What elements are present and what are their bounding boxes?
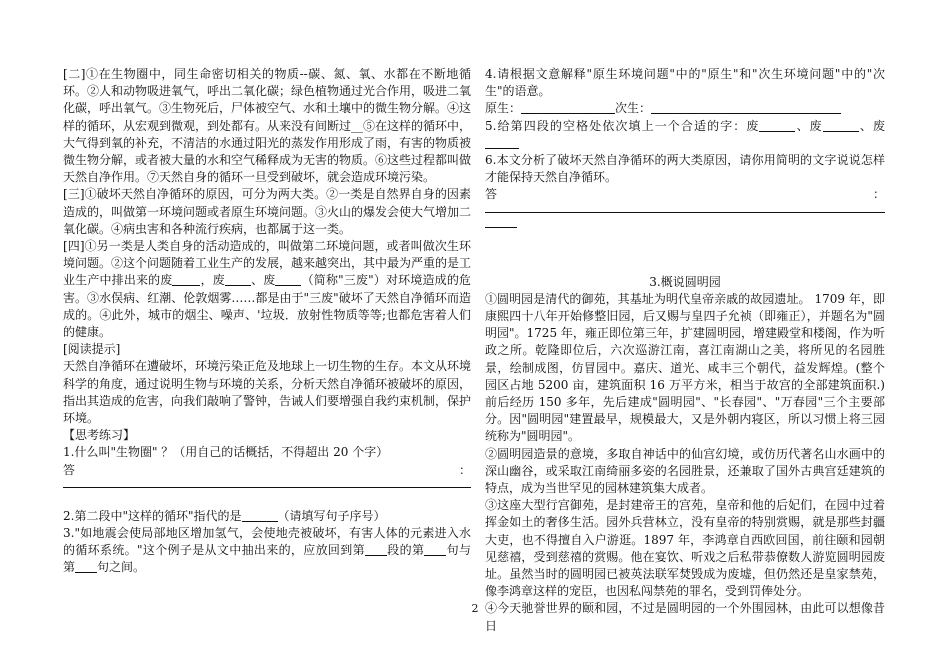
- page-number: 2: [471, 602, 479, 615]
- right-column: [485, 66, 885, 635]
- question-4-answers: [485, 100, 885, 117]
- question-2: [63, 508, 471, 525]
- question-2-blank[interactable]: [242, 508, 278, 522]
- question-1: 1.什么叫"生物圈" ？（用自己的话概括，不得超出 20 个字）: [63, 445, 389, 460]
- article-paragraph-2: ②圆明园造景的意境，多取自神话中的仙宫幻境，或仿历代著名山水画中的深山幽谷，或采取江南绮丽多姿的名园胜景，还兼取了国外古典宫廷建筑的特点，成为当世罕见的园林建筑集大成者。: [485, 446, 885, 496]
- article-paragraph-4: ④今天驰誉世界的颐和园，不过是圆明园的一个外围园林，由此可以想像昔日: [485, 601, 885, 633]
- fill-blank-3[interactable]: [275, 272, 301, 286]
- question-3-text-c: 句与第: [63, 543, 471, 575]
- reading-tips-heading: [阅读提示]: [63, 342, 121, 357]
- reading-tips-text: 天然自净循环在遭破坏，环境污染正危及地球上一切生物的生存。本文从环境科学的角度，通过说明生物与环境的关系，分析天然自净循环被破坏的原因，指出其造成的危害，向我们敲响了警钟，告诫人们要增强自我约束机制，保护环境。: [63, 359, 472, 426]
- paragraph-2: [二]①在生物圈中，同生命密切相关的物质--碳、氮、氧、水都在不断地循环。②人和动物吸进氧气，呼出二氧化碳；绿色植物通过光合作用，吸进二氧化碳，呼出氧气。③生物死后，尸体被空气、水和土壤中的微生物分解。④这样的循环，从宏观到微观，到处都有。从来没有间断过__⑤在这样的循环中，大气得到氧的补充，不清洁的水通过阳光的蒸发作用形成了雨，有害的物质被微生物分解，或者被大量的水和空气稀释成为无害的物质。⑥这些过程都叫做天然自净作用。⑦天然自身的循环一旦受到破坏，就会造成环境污染。: [63, 67, 472, 185]
- fill-blank-2[interactable]: [225, 272, 251, 286]
- answer-colon: ：: [872, 187, 885, 202]
- question-5-blank-3[interactable]: [485, 135, 519, 149]
- left-column: [63, 66, 471, 577]
- answer-rule-6[interactable]: [485, 212, 885, 213]
- yuansheng-label: 原生：: [485, 101, 522, 116]
- question-5-text-c: 、废: [858, 118, 885, 133]
- answer-colon: ：: [458, 462, 471, 477]
- question-2-note: （请填写句子序号）: [277, 508, 386, 523]
- article-title: 3.概说圆明园: [649, 274, 721, 289]
- fill-blank-1[interactable]: [172, 272, 200, 286]
- cisheng-label: 次生：: [615, 101, 652, 116]
- paragraph-4-start: [四]①另一类是人类自身的活动造成的，叫做第二环境问题，或者叫做次生环境问题。②这个问题随着工业生产的发展，越来越突出，其中最为严重的是工业生产中排出来的废: [63, 239, 472, 288]
- yuansheng-blank[interactable]: [521, 100, 615, 114]
- paragraph-4: [63, 238, 471, 341]
- paragraph-4-fei2: 、废: [250, 273, 276, 288]
- article-paragraph-1: ①圆明园是清代的御苑，其基址为明代皇帝亲戚的故园遗址。 1709 年，即康熙四十八年开始修整旧园，后又赐与皇四子允祯（即雍正），并题名为"圆明园"。1725 年，雍正即位第三年，扩建圆明园，增建殿堂和楼阁，作为听政之所。乾隆即位后，六次巡游江南，喜江南湖山之美，将所见的名园胜景，绘制成图，仿冒园中。嘉庆、道光、咸丰三个朝代，益发辉煌。(整个园区占地 5200 亩，建筑面积 16 万平方米，相当于故宫的全部建筑面积.)前后经历 150 多年，先后建成"圆明园"、"长春园"、"万春园"三个主要部分。因"圆明园"建置最早，规模最大，又是外朝内寝区，所以习惯上将三园统称为"圆明园"。: [485, 291, 885, 444]
- question-3-blank-3[interactable]: [75, 559, 97, 573]
- answer-line-1: [63, 462, 471, 479]
- question-3: [63, 525, 471, 577]
- answer-label: 答: [63, 462, 76, 477]
- answer-label: 答: [485, 187, 498, 202]
- question-3-text-b: 段的第: [386, 543, 425, 558]
- paragraph-3: [三]①破坏天然自净循环的原因，可分为两大类。②一类是自然界自身的因素造成的，叫做第一环境问题或者原生环境问题。③火山的爆发会使大气增加二氧化碳。④病虫害和各种流行疾病，也都属于这一类。: [63, 187, 472, 236]
- question-3-blank-2[interactable]: [424, 542, 446, 556]
- question-3-blank-1[interactable]: [365, 542, 387, 556]
- question-5-text: 5.给第四段的空格处依次填上一个合适的字：废: [485, 118, 760, 133]
- question-4: 4.请根据文意解释"原生环境问题"中的"原生"和"次生环境问题"中的"次生"的语意。: [485, 67, 885, 99]
- cisheng-blank[interactable]: [651, 100, 841, 114]
- paragraph-4-fei: ，废: [200, 273, 225, 288]
- practice-heading: 【思考练习】: [63, 428, 136, 443]
- question-5-blank-1[interactable]: [759, 118, 795, 132]
- question-5-blank-2[interactable]: [823, 118, 859, 132]
- question-3-text: 3."如地震会使局部地区增加氢气，会使地壳被破坏，有害人体的元素进入水的循环系统。"这个例子是从文中抽出来的，应放回到第: [63, 526, 471, 558]
- paragraph-4-mid: （简称"三废"）对环境造成的危害。③水俣病、红潮、伦敦烟雾……都是由于"三废"破坏了天然自净循环而造成的。④此外，城市的烟尘、噪声、'垃圾．放射性物质等等;也都危害着人们的健康。: [63, 273, 471, 340]
- question-5-text-b: 、废: [795, 118, 823, 133]
- question-6: 6.本文分析了破坏天然自净循环的两大类原因，请你用简明的文字说说怎样才能保持天然自净循环。: [485, 153, 885, 185]
- article-paragraph-3: ③这座大型行宫御苑，是封建帝王的宫苑，皇帝和他的后妃们，在园中过着挥金如土的奢侈生活。园外兵营林立，没有皇帝的特别赏赐，就是那些封疆大吏，也不得擅自入户游逛。1897 年，李鸿章自西欧回国，前往颐和园朝见慈禧，受到慈禧的赏赐。他在宴饮、听戏之后私带恭僚数人游览圆明园废址。虽然当时的圆明园已被英法联军焚毁成为废墟，但仍然还是皇家禁苑，像李鸿章这样的宠臣，也因私闯禁苑的罪名，受到罚俸处分。: [485, 498, 885, 599]
- question-2-text: 2.第二段中"这样的循环"指代的是: [63, 508, 242, 523]
- question-3-text-d: 句之间。: [97, 560, 146, 575]
- question-5: [485, 118, 885, 152]
- answer-line-6: [485, 186, 885, 203]
- answer-rule-6-end[interactable]: [485, 227, 517, 228]
